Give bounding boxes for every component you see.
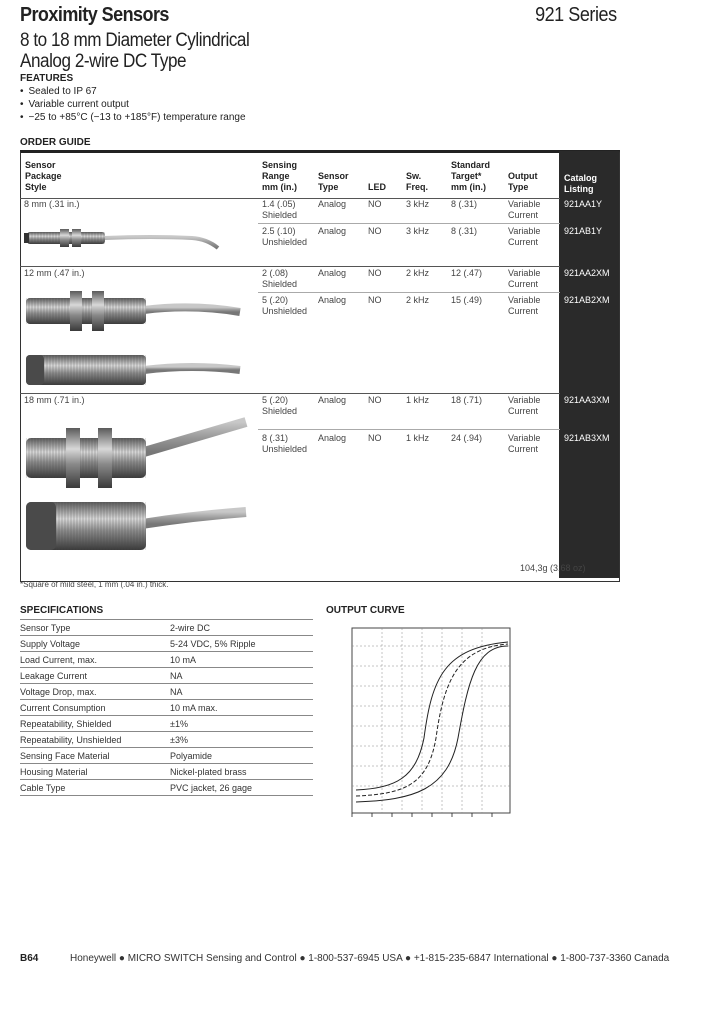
table-row — [20, 732, 313, 748]
table-row — [20, 716, 313, 732]
row-divider — [258, 429, 560, 430]
cell-target: 12 (.47) — [451, 268, 483, 278]
spec-value: 10 mA — [166, 652, 313, 668]
cell-catalog: 921AB2XM — [564, 295, 610, 305]
col-header-output: Output Type — [508, 171, 538, 192]
cell-freq: 2 kHz — [406, 295, 430, 305]
cell-freq: 1 kHz — [406, 433, 430, 443]
features-list — [20, 85, 246, 124]
spec-label: Repeatability, Unshielded — [20, 732, 166, 748]
sensor-18mm-unshielded-image — [26, 502, 246, 550]
cell-output: Variable Current — [508, 295, 541, 316]
cell-output: Variable Current — [508, 226, 541, 247]
row-divider — [258, 292, 560, 293]
features-heading: FEATURES — [20, 73, 74, 84]
cell-target: 18 (.71) — [451, 395, 483, 405]
spec-value: 5-24 VDC, 5% Ripple — [166, 636, 313, 652]
output-curve-heading: OUTPUT CURVE — [326, 605, 405, 616]
spec-value: 2-wire DC — [166, 620, 313, 636]
cell-type: Analog — [318, 268, 347, 278]
cell-type: Analog — [318, 395, 347, 405]
cell-led: NO — [368, 268, 382, 278]
table-row — [20, 636, 313, 652]
cell-target: 24 (.94) — [451, 433, 483, 443]
col-header-target: Standard Target* mm (in.) — [451, 160, 491, 192]
cell-catalog: 921AA2XM — [564, 268, 610, 278]
subtitle-line-2: Analog 2-wire DC Type — [20, 51, 187, 72]
cell-freq: 1 kHz — [406, 395, 430, 405]
table-row — [20, 652, 313, 668]
cell-output: Variable Current — [508, 433, 541, 454]
cell-led: NO — [368, 395, 382, 405]
cell-type: Analog — [318, 199, 347, 209]
cell-range: 5 (.20) Unshielded — [262, 295, 308, 316]
table-row — [20, 668, 313, 684]
spec-label: Sensor Type — [20, 620, 166, 636]
sensor-12mm-shielded-image — [26, 291, 240, 331]
cell-range: 1.4 (.05) Shielded — [262, 199, 298, 220]
table-row — [20, 620, 313, 636]
catalog-column-bg — [559, 151, 619, 578]
spec-value: Polyamide — [166, 748, 313, 764]
col-header-type: Sensor Type — [318, 171, 349, 192]
cell-led: NO — [368, 226, 382, 236]
page-number: B64 — [20, 953, 39, 964]
footer-contact: Honeywell ● MICRO SWITCH Sensing and Control ● 1-800-537-6945 USA ● +1-815-235-6847 International ● 1-800-737-3360 Canada — [70, 953, 670, 964]
cell-target: 15 (.49) — [451, 295, 483, 305]
cell-catalog: 921AB3XM — [564, 433, 610, 443]
spec-value: NA — [166, 684, 313, 700]
page-subtitle — [20, 30, 249, 72]
col-header-freq: Sw. Freq. — [406, 171, 429, 192]
table-row — [20, 684, 313, 700]
cell-led: NO — [368, 199, 382, 209]
page-title: Proximity Sensors — [20, 4, 169, 26]
cell-type: Analog — [318, 433, 347, 443]
table-row — [20, 764, 313, 780]
cell-catalog: 921AA3XM — [564, 395, 610, 405]
output-curve-graph — [326, 618, 518, 836]
cell-freq: 3 kHz — [406, 199, 430, 209]
feature-item: • Variable current output — [20, 98, 246, 111]
order-guide-heading: ORDER GUIDE — [20, 137, 91, 148]
cell-target: 8 (.31) — [451, 199, 478, 209]
spec-value: PVC jacket, 26 gage — [166, 780, 313, 796]
spec-value: ±3% — [166, 732, 313, 748]
spec-value: ±1% — [166, 716, 313, 732]
spec-label: Cable Type — [20, 780, 166, 796]
feature-item: • Sealed to IP 67 — [20, 85, 246, 98]
sensor-photos — [22, 200, 258, 575]
group-label-8mm: 8 mm (.31 in.) — [24, 199, 80, 209]
table-row — [20, 748, 313, 764]
cell-catalog: 921AB1Y — [564, 226, 603, 236]
cell-led: NO — [368, 433, 382, 443]
table-row — [20, 700, 313, 716]
series-label: 921 Series — [535, 4, 617, 26]
footnote: *Square of mild steel, 1 mm (.04 in.) thick. — [20, 580, 169, 589]
spec-label: Sensing Face Material — [20, 748, 166, 764]
cell-type: Analog — [318, 295, 347, 305]
cell-output: Variable Current — [508, 395, 541, 416]
cell-target: 8 (.31) — [451, 226, 478, 236]
row-divider — [258, 223, 560, 224]
cell-output: Variable Current — [508, 268, 541, 289]
spec-label: Current Consumption — [20, 700, 166, 716]
cell-type: Analog — [318, 226, 347, 236]
cell-freq: 3 kHz — [406, 226, 430, 236]
feature-item: • −25 to +85°C (−13 to +185°F) temperature range — [20, 111, 246, 124]
spec-value: Nickel-plated brass — [166, 764, 313, 780]
col-header-style: Sensor Package Style — [25, 160, 62, 192]
group-label-12mm: 12 mm (.47 in.) — [24, 268, 85, 278]
spec-label: Supply Voltage — [20, 636, 166, 652]
subtitle-line-1: 8 to 18 mm Diameter Cylindrical — [20, 30, 250, 51]
table-row — [20, 780, 313, 796]
cell-range: 8 (.31) Unshielded — [262, 433, 308, 454]
cell-output: Variable Current — [508, 199, 541, 220]
weight-label: 104,3g (3.68 oz) — [520, 563, 586, 573]
spec-value: NA — [166, 668, 313, 684]
col-header-range: Sensing Range mm (in.) — [262, 160, 298, 192]
spec-label: Load Current, max. — [20, 652, 166, 668]
spec-value: 10 mA max. — [166, 700, 313, 716]
order-guide-header-row — [20, 160, 620, 198]
spec-label: Leakage Current — [20, 668, 166, 684]
spec-label: Repeatability, Shielded — [20, 716, 166, 732]
col-header-led: LED — [368, 182, 386, 192]
cell-range: 2 (.08) Shielded — [262, 268, 298, 289]
axis-ticks — [352, 813, 492, 817]
spec-label: Housing Material — [20, 764, 166, 780]
sensor-12mm-unshielded-image — [26, 355, 240, 385]
sensor-18mm-shielded-image — [26, 422, 246, 488]
specifications-heading: SPECIFICATIONS — [20, 605, 104, 616]
cell-catalog: 921AA1Y — [564, 199, 603, 209]
cell-range: 5 (.20) Shielded — [262, 395, 298, 416]
sensor-8mm-image — [24, 229, 218, 248]
col-header-catalog: Catalog Listing — [564, 173, 598, 194]
cell-freq: 2 kHz — [406, 268, 430, 278]
cell-led: NO — [368, 295, 382, 305]
specifications-table — [20, 619, 313, 796]
cell-range: 2.5 (.10) Unshielded — [262, 226, 308, 247]
spec-label: Voltage Drop, max. — [20, 684, 166, 700]
group-label-18mm: 18 mm (.71 in.) — [24, 395, 85, 405]
